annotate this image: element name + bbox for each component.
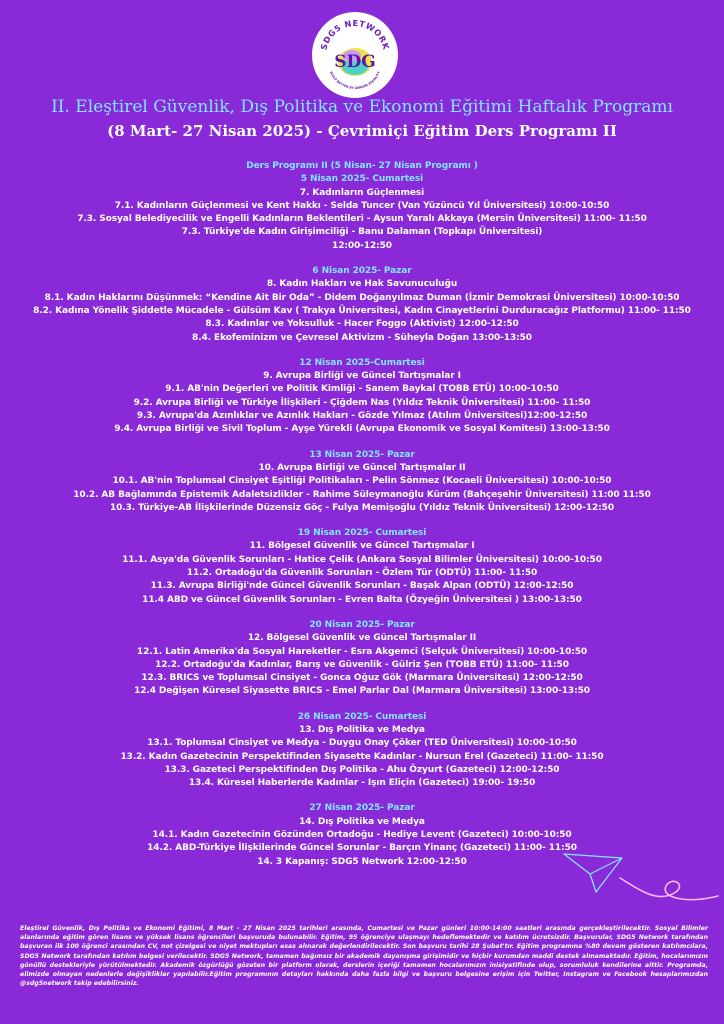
lecture-item: 10.3. Türkiye-AB İlişkilerinde Düzensiz Göç - Fulya Memişoğlu (Yıldız Teknik Üniversitesi) 12:00-12:50 [109,502,615,513]
day-date: 12 Nisan 2025-Cumartesi [299,357,425,368]
sdg5-network-logo [312,12,398,98]
lecture-item: 14.1. Kadın Gazetecinin Gözünden Ortadoğu - Hediye Levent (Gazeteci) 10:00-10:50 [152,830,572,841]
day-block [0,265,724,345]
day-block [0,357,724,437]
lecture-item: 13.1. Toplumsal Cinsiyet ve Medya - Duygu Onay Çöker (TED Üniversitesi) 10:00-10:50 [147,738,577,749]
logo-ring-text: SDG5 NETWORK [318,17,392,52]
lecture-item: 12.3. BRICS ve Toplumsal Cinsiyet - Gonca Oğuz Gök (Marmara Üniversitesi) 12:00-12:50 [141,673,583,684]
lecture-item: 10.1. AB'nin Toplumsal Cinsiyet Eşitliği Politikaları - Pelin Sönmez (Kocaeli Üniversitesi) 10:00-10:50 [112,476,612,487]
session-title: 7. Kadınların Güçlenmesi [299,187,425,198]
lecture-item: 14. 3 Kapanış: SDG5 Network 12:00-12:50 [257,856,467,867]
lecture-item: 11.1. Asya'da Güvenlik Sorunları - Hatice Çelik (Ankara Sosyal Bilimler Üniversitesi) 10:00-10:50 [122,554,602,565]
day-spacer [0,253,724,265]
logo-graphic [312,12,398,98]
session-title: 8. Kadın Hakları ve Hak Savunuculuğu [266,279,458,290]
lecture-item: 7.3. Türkiye'de Kadın Girişimciliği - Banu Dalaman (Topkapı Üniversitesi) [181,227,543,238]
day-date: 13 Nisan 2025- Pazar [309,449,415,460]
lecture-item: 11.4 ABD ve Güncel Güvenlik Sorunları - Evren Balta (Özyeğin Üniversitesi ) 13:00-13:50 [142,594,582,605]
session-title: 13. Dış Politika ve Medya [299,724,425,735]
day-date: 6 Nisan 2025- Pazar [312,266,412,277]
day-block [0,173,724,253]
day-block [0,711,724,791]
lecture-item: 9.2. Avrupa Birliği ve Türkiye İlişkileri - Çiğdem Nas (Yıldız Teknik Üniversitesi) 11:00- 11:50 [133,397,591,408]
lecture-item: 12.1. Latin Amerika'da Sosyal Hareketler - Esra Akgemci (Selçuk Üniversitesi) 10:00-10:50 [136,646,588,657]
lecture-item: 12:00-12:50 [332,240,392,251]
page-title: II. Eleştirel Güvenlik, Dış Politika ve Ekonomi Eğitimi Haftalık Programı [51,97,673,117]
session-title: 12. Bölgesel Güvenlik ve Güncel Tartışmalar II [247,633,477,644]
session-title: 10. Avrupa Birliği ve Güncel Tartışmalar II [258,462,466,473]
program-schedule [0,160,724,869]
day-block [0,449,724,515]
lecture-item: 10.2. AB Bağlamında Epistemik Adaletsizlikler - Rahime Süleymanoğlu Kürüm (Bahçeşehir Üniversitesi) 11:00 11:50 [73,489,651,500]
lecture-item: 12.2. Ortadoğu'da Kadınlar, Barış ve Güvenlik - Gülriz Şen (TOBB ETÜ) 11:00- 11:50 [155,659,569,670]
session-title: 11. Bölgesel Güvenlik ve Güncel Tartışmalar I [249,541,475,552]
paper-plane-icon [560,848,720,914]
page-subtitle: (8 Mart- 27 Nisan 2025) - Çevrimiçi Eğitim Ders Programı II [107,122,617,140]
day-date: 20 Nisan 2025- Pazar [309,619,415,630]
lecture-item: 11.2. Ortadoğu'da Güvenlik Sorunları - Özlem Tür (ODTÜ) 11:00- 11:50 [186,568,538,579]
lecture-item: 7.3. Sosyal Belediyecilik ve Engelli Kadınların Beklentileri - Aysun Yaralı Akkaya (Mersin Üniversitesi) 11:00- 11:50 [77,214,647,225]
day-spacer [0,699,724,711]
lecture-item: 14.2. ABD-Türkiye İlişkilerinde Güncel Sorunlar - Barçın Yinanç (Gazeteci) 11:00- 11:50 [147,843,577,854]
day-spacer [0,607,724,619]
lecture-item: 8.4. Ekofeminizm ve Çevresel Aktivizm - Süheyla Doğan 13:00-13:50 [192,332,532,343]
program-heading: Ders Programı II (5 Nisan- 27 Nisan Programı ) [246,161,478,171]
lecture-item: 13.4. Küresel Haberlerde Kadınlar - Işın Eliçin (Gazeteci) 19:00- 19:50 [188,778,536,789]
lecture-item: 7.1. Kadınların Güçlenmesi ve Kent Hakkı - Selda Tuncer (Van Yüzüncü Yıl Üniversitesi) 10:00-10:50 [114,200,610,211]
logo-bottom-text: BUILD BETTER BY GENDER EQUALITY [328,70,382,91]
session-title: 14. Dış Politika ve Medya [299,816,425,827]
day-date: 27 Nisan 2025- Pazar [309,803,415,814]
lecture-item: 9.3. Avrupa'da Azınlıklar ve Azınlık Hakları - Gözde Yılmaz (Atılım Üniversitesi)12:00-12:50 [136,411,588,422]
logo-center-text: SDG [334,52,376,72]
day-date: 26 Nisan 2025- Cumartesi [297,711,427,722]
session-title: 9. Avrupa Birliği ve Güncel Tartışmalar I [263,371,461,382]
lecture-item: 11.3. Avrupa Birliği'nde Güncel Güvenlik Sorunları - Başak Alpan (ODTÜ) 12:00-12:50 [150,581,574,592]
lecture-item: 9.4. Avrupa Birliği ve Sivil Toplum - Ayşe Yürekli (Avrupa Ekonomik ve Sosyal Komitesi) 13:00-13:50 [114,424,610,435]
day-spacer [0,790,724,802]
day-spacer [0,437,724,449]
lecture-item: 13.2. Kadın Gazetecinin Perspektifinden Siyasette Kadınlar - Nursun Erel (Gazeteci) 11:00- 11:50 [120,751,604,762]
footer-note: Eleştirel Güvenlik, Dış Politika ve Ekonomi Eğitimi, 8 Mart - 27 Nisan 2025 tarihleri arasında, Cumartesi ve Pazar günleri 10:00-14:00 saatleri arasında gerçekleştirilecektir. Sosyal Bilimler alanlarında eğitim gören lisans ve yüksek lisans öğrencileri başvuruda bulunabilir. Eğitim, 95 öğrenciye ulaşmayı hedeflemektedir ve katılım ücretsizdir. Başvurular, SDG5 Network tarafından başvuran ilk 100 öğrenci arasından CV, not çizelgesi ve niyet mektupları esas alınarak değerlendirilecektir. Son başvuru tarihi 28 Şubat'tır. Eğitim programına %80 devam gösteren katılımcılara, SDG5 Network tarafından katılım belgesi verilecektir. SDG5 Network, tamamen bağımsız bir akademik dayanışma girişimidir ve hiçbir kurumdan maddi destek almamaktadır. Eğitim, hocalarımızın gönüllü destekleriyle yürütülmektedir. Akademik özgürlüğü gözeten bir platform olarak, derslerin içeriği tamamen hocalarımızın inisiyatifinde olup, sorumluluk kendilerine aittir. Programda, elimizde olmayan nedenlerle değişiklikler yapılabilir.Eğitim programının detayları hakkında daha fazla bilgi ve başvuru belgesine erişim için Twitter, Instagram ve Facebook hesaplarımızdan @sdg5network takip edebilirsiniz. [20,925,708,988]
program-days [0,173,724,869]
day-spacer [0,515,724,527]
day-block [0,619,724,699]
lecture-item: 8.1. Kadın Haklarını Düşünmek: “Kendine Ait Bir Oda” - Didem Doğanyılmaz Duman (İzmir Demokrasi Üniversitesi) 10:00-10:50 [44,292,680,303]
day-date: 19 Nisan 2025- Cumartesi [297,528,427,539]
day-spacer [0,345,724,357]
lecture-item: 8.2. Kadına Yönelik Şiddetle Mücadele - Gülsüm Kav ( Trakya Üniversitesi, Kadın Cinayetlerini Durduracağız Platformu) 11:00- 11:50 [33,305,691,316]
day-date: 5 Nisan 2025- Cumartesi [300,174,424,185]
lecture-item: 13.3. Gazeteci Perspektifinden Dış Politika - Ahu Özyurt (Gazeteci) 12:00-12:50 [164,764,560,775]
lecture-item: 12.4 Değişen Küresel Siyasette BRICS - Emel Parlar Dal (Marmara Üniversitesi) 13:00-13:50 [134,686,590,697]
lecture-item: 8.3. Kadınlar ve Yoksulluk - Hacer Foggo (Aktivist) 12:00-12:50 [205,319,519,330]
lecture-item: 9.1. AB'nin Değerleri ve Politik Kimliği - Sanem Baykal (TOBB ETÜ) 10:00-10:50 [165,384,559,395]
day-block [0,527,724,607]
